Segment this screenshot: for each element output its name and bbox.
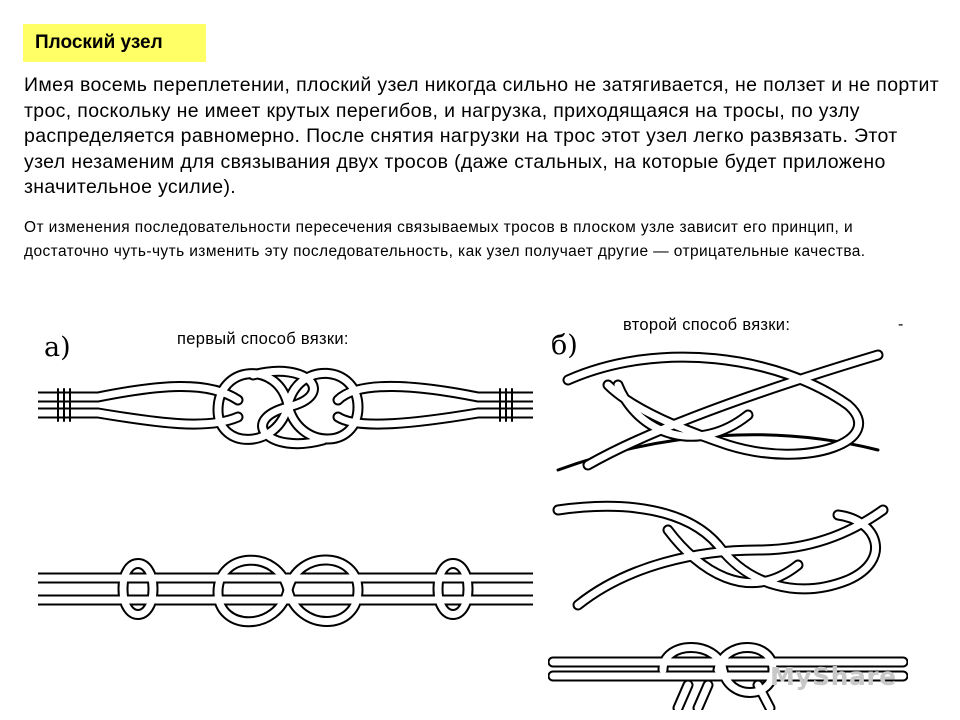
knot-illustration-a2 (38, 540, 533, 650)
main-paragraph: Имея восемь переплетении, плоский узел никогда сильно не затягивается, не ползет и не портит трос, поскольку не имеет крутых перегибов, и нагрузка, приходящаяся на тросы, по узлу распределяется равномерно. После снятия нагрузки на трос этот узел легко развязать. Этот узел незаменим для связывания двух тросов (даже стальных, на которые будет приложено значительное усилие). (24, 74, 939, 198)
watermark: MyShare (770, 662, 897, 691)
caption-first-method: первый способ вязки: (177, 330, 349, 348)
note-paragraph: От изменения последовательности пересечения связываемых тросов в плоском узле зависит его принцип, и достаточно чуть-чуть изменить эту последовательность, как узел получает другие — отрицательные качества. (24, 219, 866, 260)
figure-label-b: б) (551, 330, 578, 361)
caption-second-method: второй способ вязки: (623, 316, 791, 334)
figure-label-a: а) (44, 332, 71, 363)
page-title: Плоский узел (23, 24, 206, 62)
knot-illustration-b1 (548, 345, 908, 485)
knot-illustration-b2 (548, 490, 908, 625)
knot-illustration-a1 (38, 355, 533, 465)
dash-mark: - (898, 316, 904, 333)
